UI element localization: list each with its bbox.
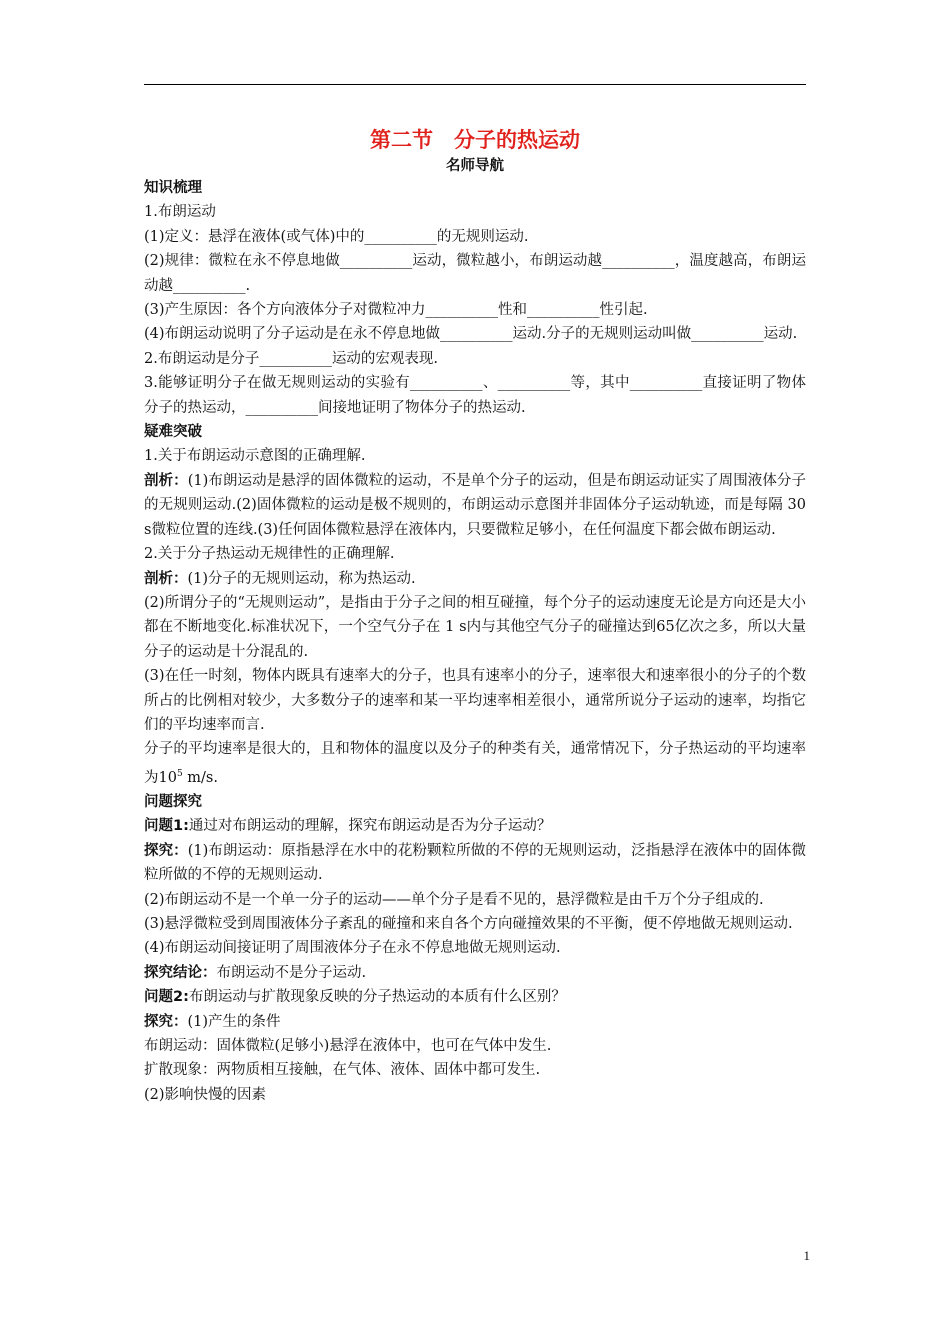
speed-exponent: 5 bbox=[176, 768, 183, 779]
page-subtitle: 名师导航 bbox=[446, 158, 504, 174]
problem-label: 问题2: bbox=[144, 989, 189, 1006]
inquiry-explore-2-4: (2)影响快慢的因素 bbox=[144, 1086, 267, 1103]
inquiry-problem-2 bbox=[144, 985, 806, 1009]
knowledge-item-1: 1.布朗运动 bbox=[144, 204, 216, 221]
analysis-text: (1)布朗运动是悬浮的固体微粒的运动，不是单个分子的运动，但是布朗运动证实了周围液体分子的无规则运动.(2)固体微粒的运动是极不规则的，布朗运动示意图并非固体分子运动轨迹，而是每隔 30 s微粒位置的连线.(3)任何固体微粒悬浮在液体内，只要微粒足够小，在任何温度下都会做布朗运动. bbox=[144, 472, 807, 538]
inquiry-explore-2-1 bbox=[144, 1010, 806, 1034]
difficulty-answer-1 bbox=[144, 469, 806, 542]
problem-text: 布朗运动与扩散现象反映的分子热运动的本质有什么区别？ bbox=[188, 989, 566, 1006]
problem-text: 通过对布朗运动的理解，探究布朗运动是否为分子运动？ bbox=[188, 818, 552, 835]
analysis-label: 剖析： bbox=[144, 472, 188, 489]
inquiry-explore-1-4: (4)布朗运动间接证明了周围液体分子在永不停息地做无规则运动. bbox=[144, 940, 561, 957]
knowledge-explain: (4)布朗运动说明了分子运动是在永不停息地做__________运动.分子的无规则运动叫做__________运动. bbox=[144, 326, 798, 343]
header-rule bbox=[144, 84, 806, 85]
section-heading-difficulty: 疑难突破 bbox=[144, 424, 202, 441]
explore-text: (1)产生的条件 bbox=[187, 1013, 281, 1030]
inquiry-explore-2-2: 布朗运动：固体微粒(足够小)悬浮在液体中，也可在气体中发生. bbox=[144, 1038, 552, 1055]
explore-label: 探究： bbox=[144, 1013, 188, 1030]
inquiry-explore-1-3: (3)悬浮微粒受到周围液体分子紊乱的碰撞和来自各个方向碰撞效果的不平衡，便不停地做无规则运动. bbox=[144, 916, 793, 933]
inquiry-conclusion-1 bbox=[144, 961, 806, 985]
section-heading-inquiry: 问题探究 bbox=[144, 793, 202, 810]
explore-label: 探究： bbox=[144, 842, 188, 859]
knowledge-rule: (2)规律：微粒在永不停息地做__________运动，微粒越小，布朗运动越__________，温度越高，布朗运动越__________. bbox=[144, 253, 806, 294]
difficulty-question-1: 1.关于布朗运动示意图的正确理解. bbox=[144, 448, 366, 465]
inquiry-problem-1 bbox=[144, 814, 806, 838]
knowledge-item-2: 2.布朗运动是分子__________运动的宏观表现. bbox=[144, 350, 438, 367]
inquiry-explore-2-3: 扩散现象：两物质相互接触，在气体、液体、固体中都可发生. bbox=[144, 1062, 541, 1079]
speed-text: 分子的平均速率是很大的，且和物体的温度以及分子的种类有关，通常情况下，分子热运动的平均速率为10 bbox=[144, 741, 806, 786]
speed-unit: m/s. bbox=[182, 769, 218, 786]
difficulty-answer-2-4 bbox=[144, 737, 806, 790]
difficulty-answer-2-3: (3)在任一时刻，物体内既具有速率大的分子，也具有速率小的分子，速率很大和速率很小的分子的个数所占的比例相对较少，大多数分子的速率和某一平均速率相差很小，通常所说分子运动的速率，均指它们的平均速率而言. bbox=[144, 668, 806, 733]
analysis-text: (1)分子的无规则运动，称为热运动. bbox=[187, 570, 416, 587]
analysis-label: 剖析： bbox=[144, 570, 188, 587]
section-heading-knowledge: 知识梳理 bbox=[144, 180, 202, 196]
knowledge-definition: (1)定义：悬浮在液体(或气体)中的__________的无规则运动. bbox=[144, 228, 529, 245]
inquiry-explore-1-1 bbox=[144, 839, 806, 888]
knowledge-item-3: 3.能够证明分子在做无规则运动的实验有__________、__________等，其中__________直接证明了物体分子的热运动，__________间接地证明了物体分子的热运动. bbox=[144, 375, 806, 416]
problem-label: 问题1: bbox=[144, 818, 189, 835]
conclusion-label: 探究结论： bbox=[144, 964, 217, 981]
difficulty-question-2: 2.关于分子热运动无规律性的正确理解. bbox=[144, 546, 395, 563]
explore-text: (1)布朗运动：原指悬浮在水中的花粉颗粒所做的不停的无规则运动，泛指悬浮在液体中的固体微粒所做的不停的无规则运动. bbox=[144, 842, 807, 884]
page-number: 1 bbox=[803, 1248, 810, 1263]
conclusion-text: 布朗运动不是分子运动. bbox=[216, 964, 367, 981]
page-title: 第二节 分子的热运动 bbox=[370, 128, 580, 152]
document-body bbox=[144, 176, 806, 1107]
difficulty-answer-2-2: (2)所谓分子的“无规则运动”，是指由于分子之间的相互碰撞，每个分子的运动速度无论是方向还是大小都在不断地变化.标准状况下，一个空气分子在 1 s内与其他空气分子的碰撞达到65亿次之多，所以大量分子的运动是十分混乱的. bbox=[144, 594, 806, 660]
inquiry-explore-1-2: (2)布朗运动不是一个单一分子的运动——单个分子是看不见的，悬浮微粒是由千万个分子组成的. bbox=[144, 891, 764, 908]
difficulty-answer-2-1 bbox=[144, 567, 806, 591]
knowledge-cause: (3)产生原因：各个方向液体分子对微粒冲力__________性和__________性引起. bbox=[144, 302, 648, 319]
